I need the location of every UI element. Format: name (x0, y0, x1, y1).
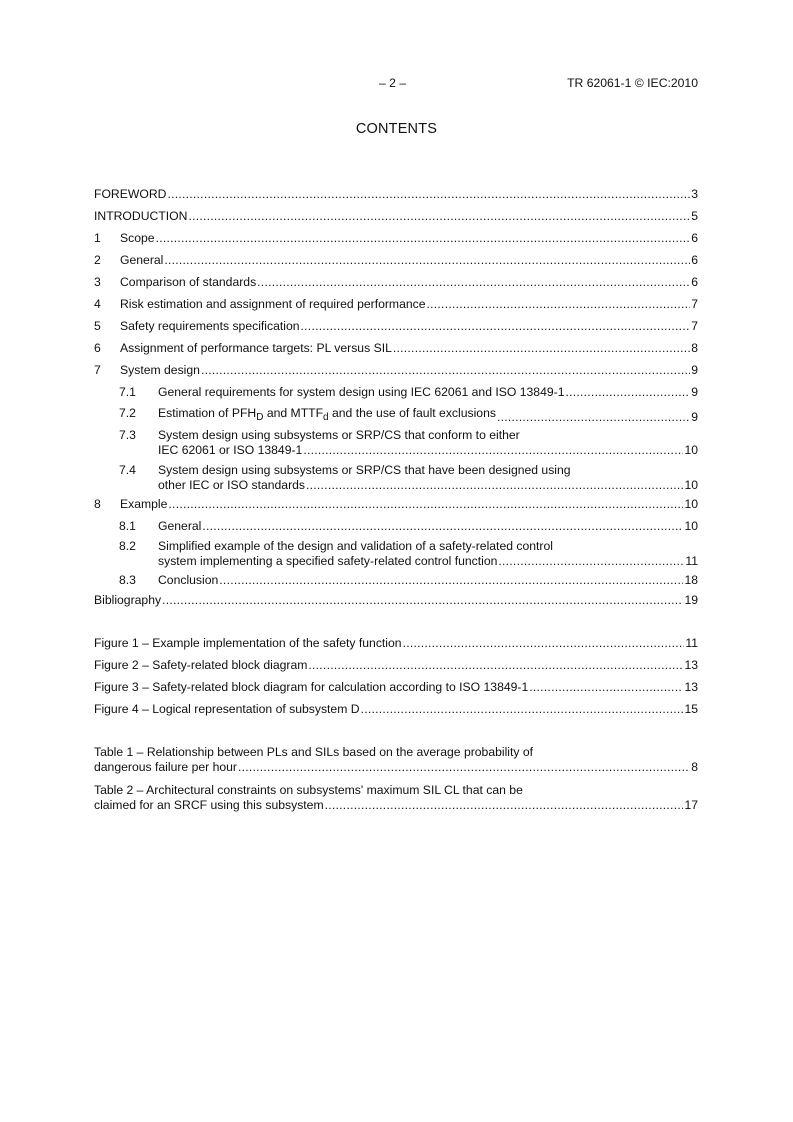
toc-entry-2[interactable]: 2 General ..... 6 (94, 253, 698, 268)
page-header (0, 76, 793, 92)
toc-entry-8-2[interactable]: 8.2 Simplified example of the design and validation of a safety-related control system implementing a specified safety-related control function ..... 11 (94, 539, 698, 571)
document-reference: TR 62061-1 © IEC:2010 (567, 76, 698, 90)
toc-table-2[interactable]: Table 2 – Architectural constraints on subsystems' maximum SIL CL that can be claimed for an SRCF using this subsystem ..... 17 (94, 783, 698, 815)
toc-table-1[interactable]: Table 1 – Relationship between PLs and SILs based on the average probability of dangerous failure per hour ..... 8 (94, 745, 698, 777)
toc-figure-2[interactable]: Figure 2 – Safety-related block diagram ..... 13 (94, 658, 698, 673)
page-title: CONTENTS (355, 121, 438, 137)
toc-entry-1[interactable]: 1 Scope ..... 6 (94, 231, 698, 246)
toc-entry-5[interactable]: 5 Safety requirements specification ..... 7 (94, 319, 698, 334)
toc-entry-7-1[interactable]: 7.1 General requirements for system design using IEC 62061 and ISO 13849-1 ..... 9 (94, 385, 698, 400)
toc-figure-4[interactable]: Figure 4 – Logical representation of subsystem D ..... 15 (94, 702, 698, 717)
toc-entry-6[interactable]: 6 Assignment of performance targets: PL versus SIL ..... 8 (94, 341, 698, 356)
toc-entry-7-4[interactable]: 7.4 System design using subsystems or SRP/CS that have been designed using other IEC or ISO standards ..... 10 (94, 463, 698, 495)
toc-entry-7-3[interactable]: 7.3 System design using subsystems or SRP/CS that conform to either IEC 62061 or ISO 13849-1 ..... 10 (94, 428, 698, 460)
toc-figure-3[interactable]: Figure 3 – Safety-related block diagram for calculation according to ISO 13849-1 ..... 13 (94, 680, 698, 695)
toc-entry-introduction[interactable]: INTRODUCTION ..... 5 (94, 209, 698, 224)
toc-entry-foreword[interactable]: FOREWORD ..... 3 (94, 187, 698, 202)
toc-entry-8[interactable]: 8 Example ..... 10 (94, 497, 698, 512)
toc-figure-1[interactable]: Figure 1 – Example implementation of the safety function ..... 11 (94, 636, 698, 651)
toc-entry-8-1[interactable]: 8.1 General ..... 10 (94, 519, 698, 534)
toc-entry-bibliography[interactable]: Bibliography ..... 19 (94, 593, 698, 608)
toc-entry-7-2[interactable]: 7.2 Estimation of $PFH_D$ and $MTTF_d$ and the use of fault exclusions ..... 9 (94, 406, 698, 421)
toc-entry-8-3[interactable]: 8.3 Conclusion ..... 18 (94, 573, 698, 588)
toc-entry-7[interactable]: 7 System design ..... 9 (94, 363, 698, 378)
toc-entry-4[interactable]: 4 Risk estimation and assignment of required performance ..... 7 (94, 297, 698, 312)
page-number: – 2 – (379, 76, 407, 90)
toc-entry-3[interactable]: 3 Comparison of standards ..... 6 (94, 275, 698, 290)
